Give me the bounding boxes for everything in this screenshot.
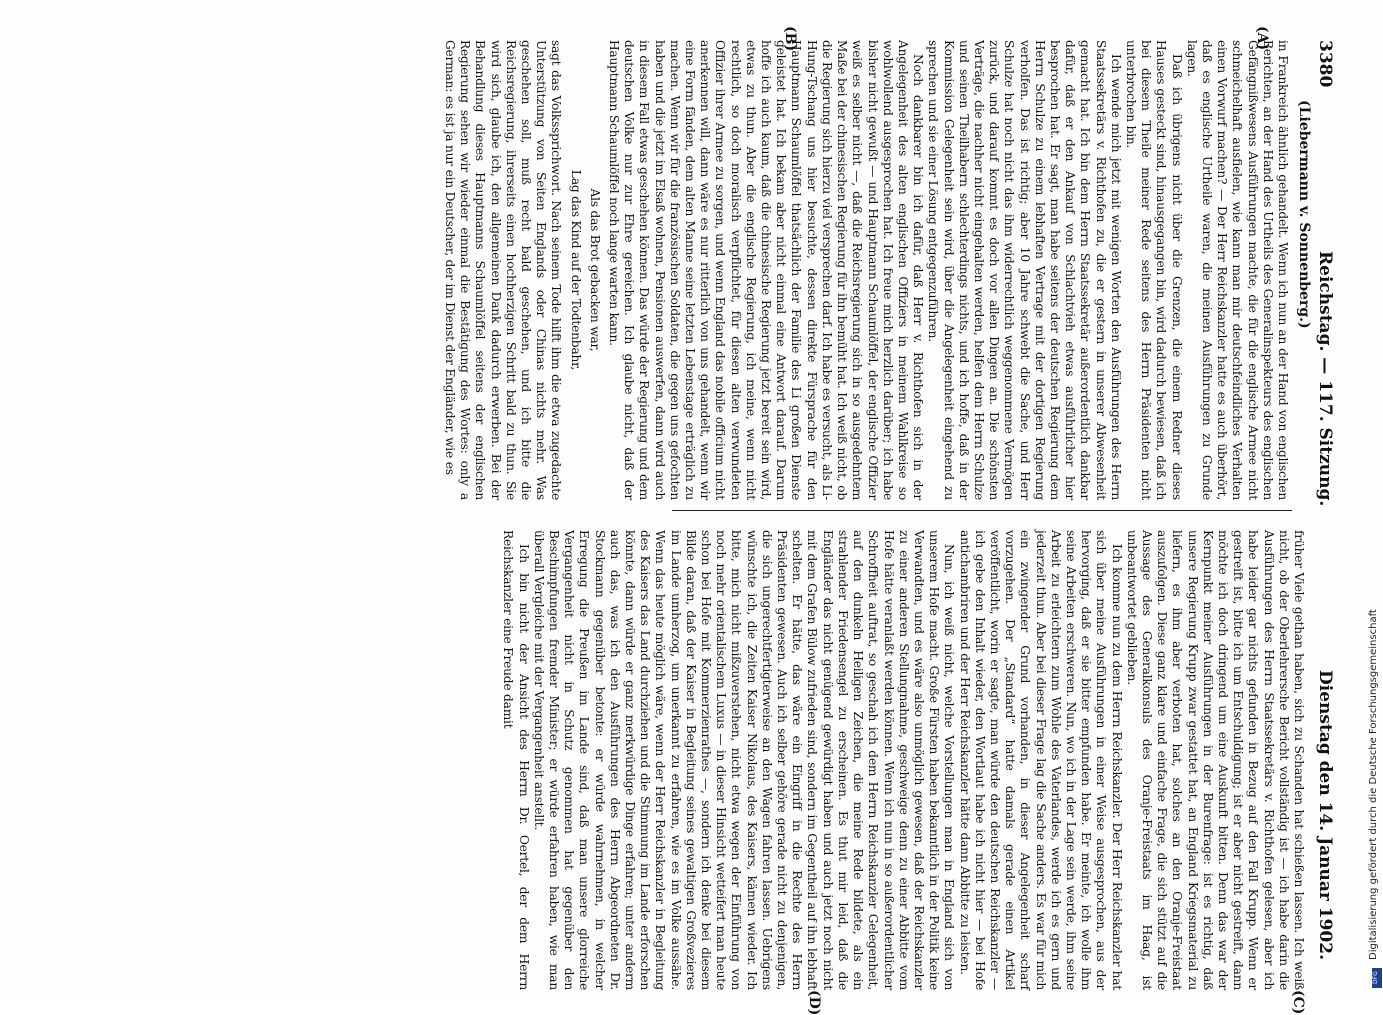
page-number: 3380: [1315, 40, 1335, 88]
left-column: [442, 40, 1290, 500]
margin-marker-b: (B): [782, 26, 798, 52]
speaker-name: (Liebermann v. Sonnenberg.): [1296, 100, 1312, 329]
margin-marker-a: (A): [1254, 26, 1270, 51]
paragraph: sagt das Volkssprichwort. Nach seinem Tode hilft ihm die etwa zugedachte Unterstützung von Seiten Englands oder Chinas nichts mehr. Was geschehen soll, muß recht bald geschehen, und ich bitte die Reichsregierung, ihrerseits einen hochherzigen Schritt bald zu thun. Sie wird sich, glaube ich, den allgemeinen Dank dadurch erwerben. Bei der Behandlung dieses Hauptmanns Schaumlöffel seitens der englischen Regierung sehen wir wieder einmal die Bestätigung des Wortes: only a German: es ist ja nur ein Deutscher, der im Dienst der Engländer, wie es: [443, 40, 564, 500]
paragraph: Ich wende mich jetzt mit wenigen Worten den Ausführungen des Herrn Staatssekretärs v. Richthofen zu, die er gestern in unserer Abwesenheit gemacht hat. Ich bin dem Herrn Staatssekretär außerordentlich dankbar dafür, daß er den Ankauf von Schlachtvieh etwas ausführlicher hier besprochen hat. Er sagt, man habe seitens der deutschen Regierung dem Herrn Schulze zu einem lebhaften Vertrage mit der dortigen Regierung verholfen. Das ist richtig; aber 10 Jahre schwebt die Sache, und Herr Schulze hat noch nicht das ihm widerrechtlich weggenommene Vermögen zurück, und darauf kommt es doch vor allen Dingen an. Die schönsten Verträge, die nachher nicht eingehalten werden, helfen dem Herrn Schulze und seinen Theilhabern schlechterdings nichts, und ich hoffe, daß in der Kommission Gelegenheit sein wird, über die Angelegenheit eingehend zu sprechen und sie einer Lösung entgegenzuführen.: [926, 40, 1123, 500]
right-column: [500, 530, 1306, 990]
margin-marker-c: (C): [1290, 990, 1306, 1015]
margin-marker-d: (D): [806, 990, 822, 1015]
rotated-page-content: [30, 0, 1350, 1015]
paragraph: in Frankreich ähnlich gehandelt. Wenn ich nun an der Hand von englischen Berichten, an der Hand des Urtheils des Generalinspekteurs des englischen Gefängnißwesens Ausführungen machte, die für die englische Armee nicht schmeichelhaft ausfielen, wie kann man mir deutschfeindliches Verhalten einen Vorwurf machen? — Der Herr Reichskanzler hatte es auch überhört, daß es englische Urtheile waren, die meinen Ausführungen zu Grunde lagen.: [1184, 40, 1290, 500]
paragraph: Ich komme nun zu dem Herrn Reichskanzler. Der Herr Reichskanzler hat sich über meine Ausführungen in einer Weise ausgesprochen, aus der hervorging, daß er sie bitter empfunden habe. Er meinte, ich wolle ihm seine Arbeiten erschweren. Nun, wo ich in der Lage sein werde, ihm seine Arbeit zu erleichtern zum Wohle des Vaterlandes, werde ich es gern und jederzeit thun. Aber bei dieser Frage lag die Sache anders. Es war für mich ein zwingender Grund vorhanden, in dieser Angelegenheit scharf vorzugehen. Der „Standard“ hatte damals gerade einen Artikel veröffentlicht, worin er sagte, man würde den deutschen Reichskanzler — ich gebe den Inhalt wieder, den Wortlaut habe ich nicht hier — bei Hofe antichambriren und der Herr Reichskanzler hätte dann Abbitte zu leisten.: [957, 530, 1124, 990]
digitization-credit: Digitalisierung gefördert durch die Deutsche Forschungsgemeinschaft: [1368, 609, 1379, 960]
paragraph: früher Viele gethan haben, sich zu Schanden hat schießen lassen. Ich weiß nicht, ob der Oberlehrersche Bericht vollständig ist — ich habe darin die Ausführungen des Herrn Staatssekretärs v. Richthofen gelesen, aber ich habe leider gar nichts gefunden in Bezug auf den Fall Krupp. Wenn er gestreift ist, bitte ich um Entschuldigung; ist er aber nicht gestreift, dann möchte ich doch dringend um eine Auskunft bitten. Denn das war der Kernpunkt meiner Ausführungen in der Burenfrage: ist es richtig, daß unsere Regierung Krupp zwar gestattet hat, an England Kriegsmaterial zu liefern, es ihm aber verboten hat, solches an den Oranje-Freistaat auszufolgen. Diese ganz klare und einfache Frage, die sich stützt auf die Aussage des Generalkonsuls des Oranje-Freistaats im Haag, ist unbeantwortet geblieben.: [1124, 530, 1306, 990]
column-divider: [672, 510, 1292, 511]
session-title: Reichstag. — 117. Sitzung.: [1315, 251, 1335, 507]
session-date: Dienstag den 14. Januar 1902.: [1315, 670, 1335, 960]
page-header: [1310, 40, 1340, 960]
paragraph: Nun, ich weiß nicht, welche Vorstellungen man in England sich von unserem Hofe macht. Große Fürsten haben bekanntlich in der Politik keine Verwandten, und es wäre also unmöglich gewesen, daß der Reichskanzler zu einer anderen Stellungnahme, geschweige denn zu einer Abbitte vom Hofe hätte veranlaßt werden können. Wenn ich nun in so außerordentlicher Schroffheit auftrat, so geschah ich dem Herrn Reichskanzler Gelegenheit, auf den dunkeln Heiligen Zeichen, die meine Rede bildete, als ein strahlender Friedensengel zu erscheinen. Es thut mir leid, daß die Engländer das nicht genügend gewürdigt haben und auch jetzt noch nicht mit dem Grafen Bülow zufrieden sind, sondern im Gegentheil auf ihn lebhaft schelten. Er hätte, das wäre ein Eingriff in die Rechte des Herrn Präsidenten gewesen. Auch ich selber gehöre gerade nicht zu denjenigen, die sich ungerechtfertigterweise an den Wagen fahren lassen. Uebrigens wünschte ich, die Zeiten Kaiser Nikolaus, des Kaisers, kämen wieder. Ich bitte, mich nicht mißzuverstehen, nicht etwa wegen der Einführung von noch mehr orientalischem Luxus — in dieser Hinsicht wetteifert man heute schon bei Hofe mit Kommerzienrathes —, sondern ich denke bei diesem Bilde daran, daß der Kaiser in Begleitung seines gewaltigen Großvezieres im Lande umherzog, um unerkannt zu erfahren, wie es im Volke aussähe. Wenn das heute möglich wäre, wenn der Herr Reichskanzler in Begleitung des Kaisers das Land durchziehen und die Stimmung im Lande erforschen könnte, dann würde er ganz merkwürdige Dinge erfahren; unter anderm auch das, was ich den Ausführungen des Herrn Abgeordneten Dr. Stockmann gegenüber betonte: er würde wahrnehmen, in welcher Erregung die Preußen im Lande sind, daß man unsere glorreiche Vergangenheit nicht in Schutz genommen hat gegenüber den Beschimpfungen fremder Minister; er würde erfahren haben, wie man überall Vergleiche mit der Vergangenheit anstellt.: [531, 530, 957, 990]
verse-line: Als das Brot gebacken war,: [587, 188, 602, 352]
paragraph: Daß ich übrigens nicht über die Grenzen, die einem Redner dieses Hauses gesteckt sind, hinausgegangen bin, wird dadurch bewiesen, daß ich bei diesem Theile meiner Rede seitens des Herrn Präsidenten nicht unterbrochen bin.: [1123, 40, 1184, 500]
paragraph: Ich bin nicht der Ansicht des Herrn Dr. Oertel, der dem Herrn Reichskanzler eine Freude damit: [501, 530, 531, 990]
verse-line: Lag das Kind auf der Todtenbahr,: [568, 169, 583, 371]
paragraph: Noch dankbarer bin ich dafür, daß Herr v. Richthofen sich in der Angelegenheit des alten englischen Offiziers in meinem Wahlkreise so wohlwollend ausgesprochen hat. Ich freue mich herzlich darüber; ich habe bisher nicht gewußt — und Hauptmann Schaumlöffel, der englische Offizier weiß es selber nicht —, daß die Reichsregierung sich in so ausgedehntem Maße bei der chinesischen Regierung für ihn bemüht hat. Ich weiß nicht, ob die Regierung sich hierzu viel versprechen darf. Ich habe es versucht, als Li-Hung-Tschang uns hier besuchte, dessen direkte Fürsprache für den Hauptmann Schaumlöffel thatsächlich der Familie des Li großen Dienste geleistet hat. Ich bekam aber nicht einmal eine Antwort darauf. Darum hoffe ich auch kaum, daß die chinesische Regierung jetzt bereit sein wird, etwas zu thun. Aber die englische Regierung, ich meine, wenn nicht rechtlich, so doch moralisch verpflichtet, für diesen alten verwundeten Offizier ihrer Armee zu sorgen, und wenn England das nobile officium nicht anerkennen will, dann wäre es nur ritterlich von uns gehandelt, wenn wir eine Form fänden, dem alten Manne seine letzten Lebenstage erträglich zu machen. Wenn wir für die französischen Soldaten, die gegen uns gefochten haben und die jetzt im Elsaß wohnen, Pensionen auswerfen, dann wird auch in diesem Fall etwas geschehen können. Das würde der Regierung und dem deutschen Volke nur zur Ehre gereichen. Ich glaube nicht, daß der Hauptmann Schaumlöffel noch lange warten kann.: [607, 40, 926, 500]
dfg-logo: DFG: [1372, 968, 1382, 988]
